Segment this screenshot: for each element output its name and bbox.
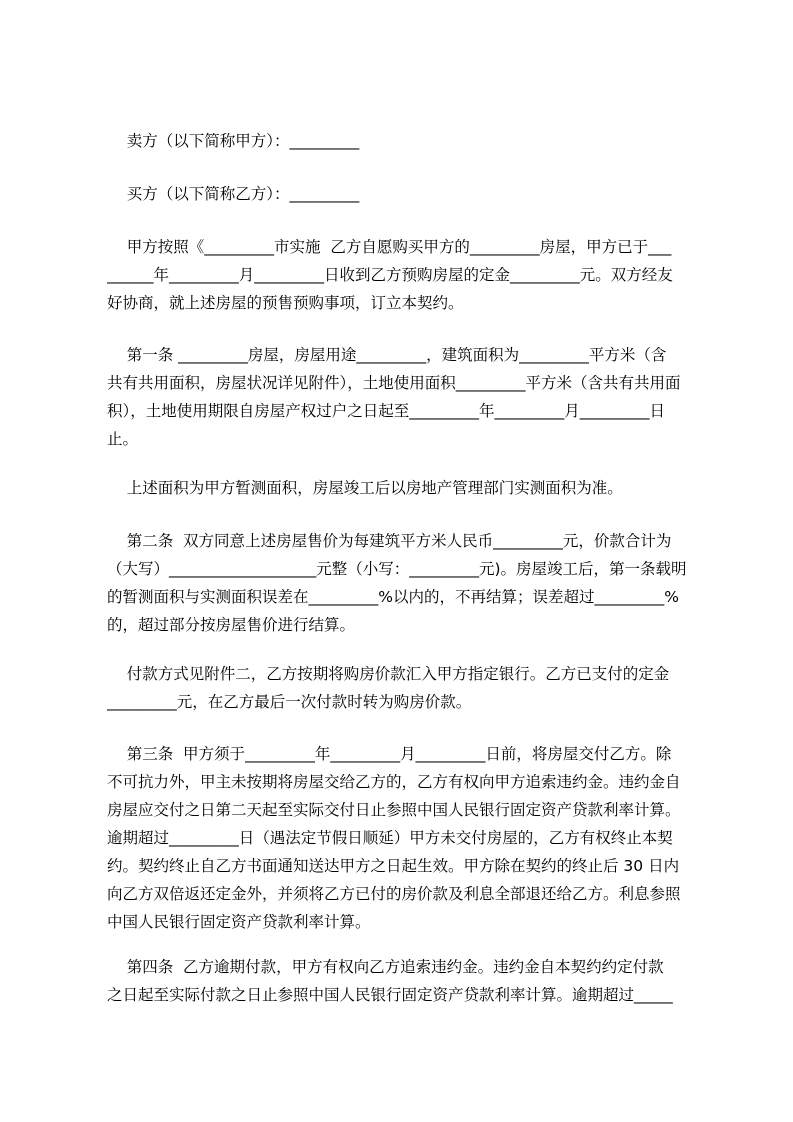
- text-line: 共有共用面积，房屋状况详见附件），土地使用面积_________平方米（含共有共用面: [107, 374, 681, 392]
- text-line: 之日起至实际付款之日止参照中国人民银行固定资产贷款利率计算。逾期超过_____: [107, 986, 673, 1004]
- text-line: 第三条 甲方须于_________年_________月_________日前，将房屋交付乙方。除: [107, 745, 672, 763]
- article-2-paragraph: [107, 527, 703, 639]
- text-line: 第一条 _________房屋，房屋用途_________，建筑面积为_________平方米（含: [107, 346, 667, 364]
- text-line: 买方（以下简称乙方）：_________: [107, 185, 360, 203]
- text-line: 逾期超过_________日（遇法定节假日顺延）甲方未交付房屋的，乙方有权终止本契: [107, 829, 673, 847]
- text-line: 第四条 乙方逾期付款，甲方有权向乙方追索违约金。违约金自本契约约定付款: [107, 958, 664, 976]
- text-line: 甲方按照《_________市实施 乙方自愿购买甲方的_________房屋，甲方已于___: [107, 238, 672, 256]
- text-line: _________元，在乙方最后一次付款时转为购房价款。: [107, 693, 472, 711]
- text-line: （大写）___________________元整（小写：_________元)。房屋竣工后，第一条载明: [107, 560, 687, 578]
- text-line: 付款方式见附件二，乙方按期将购房价款汇入甲方指定银行。乙方已支付的定金: [107, 665, 670, 683]
- text-line: ______年_________月_________日收到乙方预购房屋的定金_________元。双方经友: [107, 266, 673, 284]
- text-line: 不可抗力外，甲主未按期将房屋交给乙方的，乙方有权向甲方追索违约金。违约金自: [107, 773, 681, 791]
- text-line: 卖方（以下简称甲方）：_________: [107, 132, 360, 150]
- text-line: 好协商，就上述房屋的预售预购事项，订立本契约。: [107, 294, 464, 312]
- preamble-paragraph: [107, 233, 703, 317]
- text-line: 积），土地使用期限自房屋产权过户之日起至_________年_________月_________日: [107, 402, 666, 420]
- text-line: 中国人民银行固定资产贷款利率计算。: [107, 913, 371, 931]
- article-3-paragraph: [107, 740, 703, 936]
- buyer-paragraph: [107, 180, 703, 208]
- text-line: 止。: [107, 430, 139, 448]
- text-line: 房屋应交付之日第二天起至实际交付日止参照中国人民银行固定资产贷款利率计算。: [107, 801, 681, 819]
- seller-paragraph: [107, 127, 703, 155]
- payment-paragraph: [107, 660, 703, 716]
- article-1-paragraph: [107, 341, 703, 453]
- area-note-paragraph: [107, 474, 703, 502]
- text-line: 约。契约终止自乙方书面通知送达甲方之日起生效。甲方除在契约的终止后 30 日内: [107, 857, 680, 875]
- text-line: 上述面积为甲方暂测面积，房屋竣工后以房地产管理部门实测面积为准。: [107, 479, 623, 497]
- text-line: 第二条 双方同意上述房屋售价为每建筑平方米人民币_________元，价款合计为: [107, 532, 672, 550]
- text-line: 向乙方双倍返还定金外，并须将乙方已付的房价款及利息全部退还给乙方。利息参照: [107, 885, 681, 903]
- text-line: 的暂测面积与实测面积误差在_________%以内的，不再结算；误差超过_________%: [107, 588, 679, 606]
- text-line: 的，超过部分按房屋售价进行结算。: [107, 616, 356, 634]
- article-4-paragraph: [107, 953, 703, 1009]
